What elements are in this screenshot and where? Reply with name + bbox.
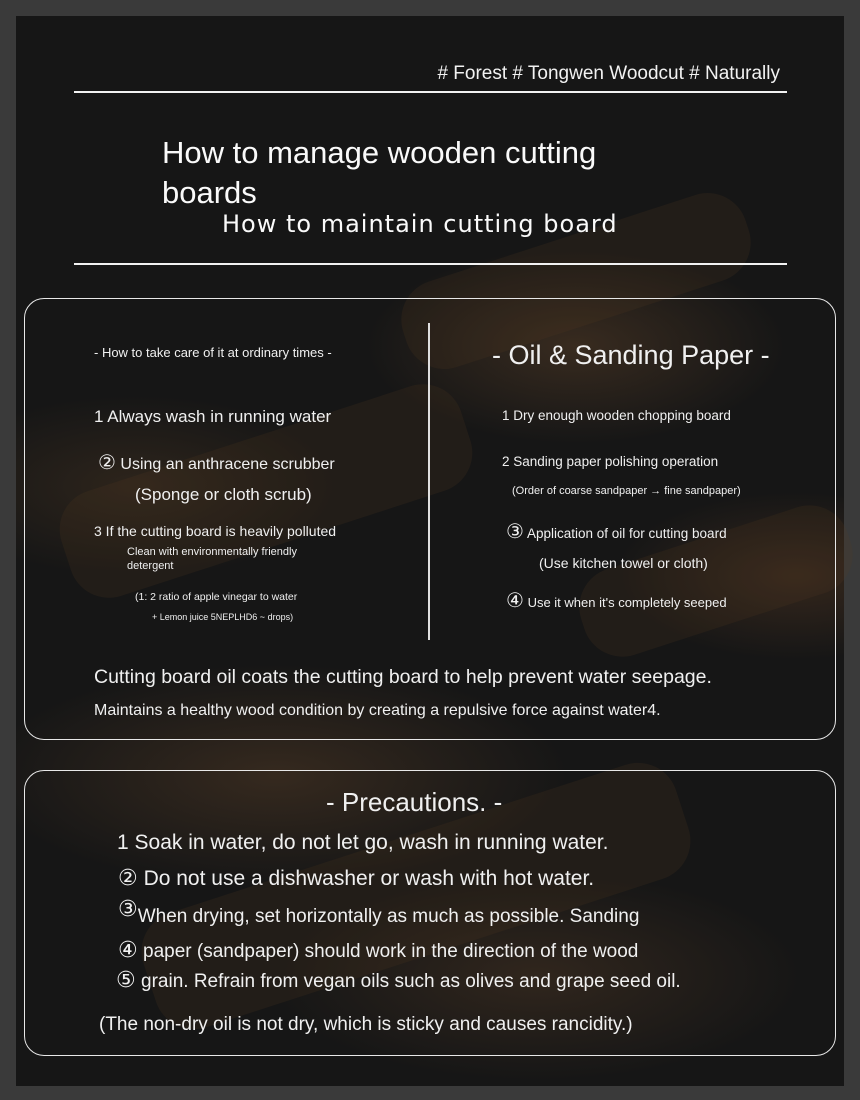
precaution-item-5	[116, 968, 681, 993]
circled-number-2-icon: ②	[98, 450, 116, 474]
right-item-1: 1 Dry enough wooden chopping board	[502, 408, 731, 423]
precautions-heading: - Precautions. -	[326, 787, 503, 817]
precaution-item-1: 1 Soak in water, do not let go, wash in running water.	[117, 831, 609, 854]
precaution-item-5-text: grain. Refrain from vegan oils such as olives and grape seed oil.	[141, 971, 681, 992]
precaution-item-3	[118, 897, 640, 928]
circled-number-4-icon: ④	[118, 938, 138, 963]
precaution-item-4	[118, 938, 638, 963]
right-item-4-text: Use it when it's completely seeped	[527, 595, 727, 610]
precaution-item-2-text: Do not use a dishwasher or wash with hot water.	[143, 867, 595, 890]
precautions-note: (The non-dry oil is not dry, which is sticky and causes rancidity.)	[99, 1014, 633, 1035]
right-item-2-note: (Order of coarse sandpaper → fine sandpaper)	[512, 485, 741, 497]
left-item-3-ratio-2: + Lemon juice 5NEPLHD6 ~ drops)	[152, 612, 294, 622]
page-subtitle: How to maintain cutting board	[222, 210, 618, 238]
left-item-3-note-1: Clean with environmentally friendly	[127, 546, 297, 558]
circled-number-5-icon: ⑤	[116, 968, 136, 993]
circled-number-4-icon: ④	[506, 588, 524, 612]
title-divider	[74, 263, 787, 265]
left-item-2-note: (Sponge or cloth scrub)	[135, 485, 312, 504]
left-item-2-text: Using an anthracene scrubber	[120, 456, 335, 473]
left-item-2	[98, 450, 335, 474]
right-item-3-note: (Use kitchen towel or cloth)	[539, 555, 708, 571]
precaution-item-4-text: paper (sandpaper) should work in the direction of the wood	[143, 941, 639, 962]
page-title: How to manage wooden cutting boards	[162, 135, 597, 210]
care-footer-line-1: Cutting board oil coats the cutting board to help prevent water seepage.	[94, 666, 712, 688]
right-heading: - Oil & Sanding Paper -	[492, 340, 770, 370]
precaution-item-3-text: When drying, set horizontally as much as possible. Sanding	[137, 906, 640, 927]
column-divider	[428, 323, 430, 640]
right-item-4	[506, 588, 727, 612]
care-footer-line-2: Maintains a healthy wood condition by creating a repulsive force against water4.	[94, 702, 661, 719]
right-item-2: 2 Sanding paper polishing operation	[502, 454, 719, 469]
left-item-3-note-2: detergent	[127, 560, 174, 572]
precaution-item-2	[118, 866, 594, 891]
circled-number-2-icon: ②	[118, 866, 138, 891]
left-heading: - How to take care of it at ordinary times -	[94, 345, 332, 360]
right-item-3	[506, 519, 727, 543]
right-item-3-text: Application of oil for cutting board	[526, 526, 727, 541]
hashtag-line: # Forest # Tongwen Woodcut # Naturally	[437, 63, 780, 84]
left-item-3-ratio: (1: 2 ratio of apple vinegar to water	[135, 591, 298, 603]
top-divider	[74, 91, 787, 93]
circled-number-3-icon: ③	[118, 897, 138, 922]
left-item-3: 3 If the cutting board is heavily polluted	[94, 523, 337, 539]
circled-number-3-icon: ③	[506, 519, 524, 543]
left-item-1: 1 Always wash in running water	[94, 407, 332, 426]
